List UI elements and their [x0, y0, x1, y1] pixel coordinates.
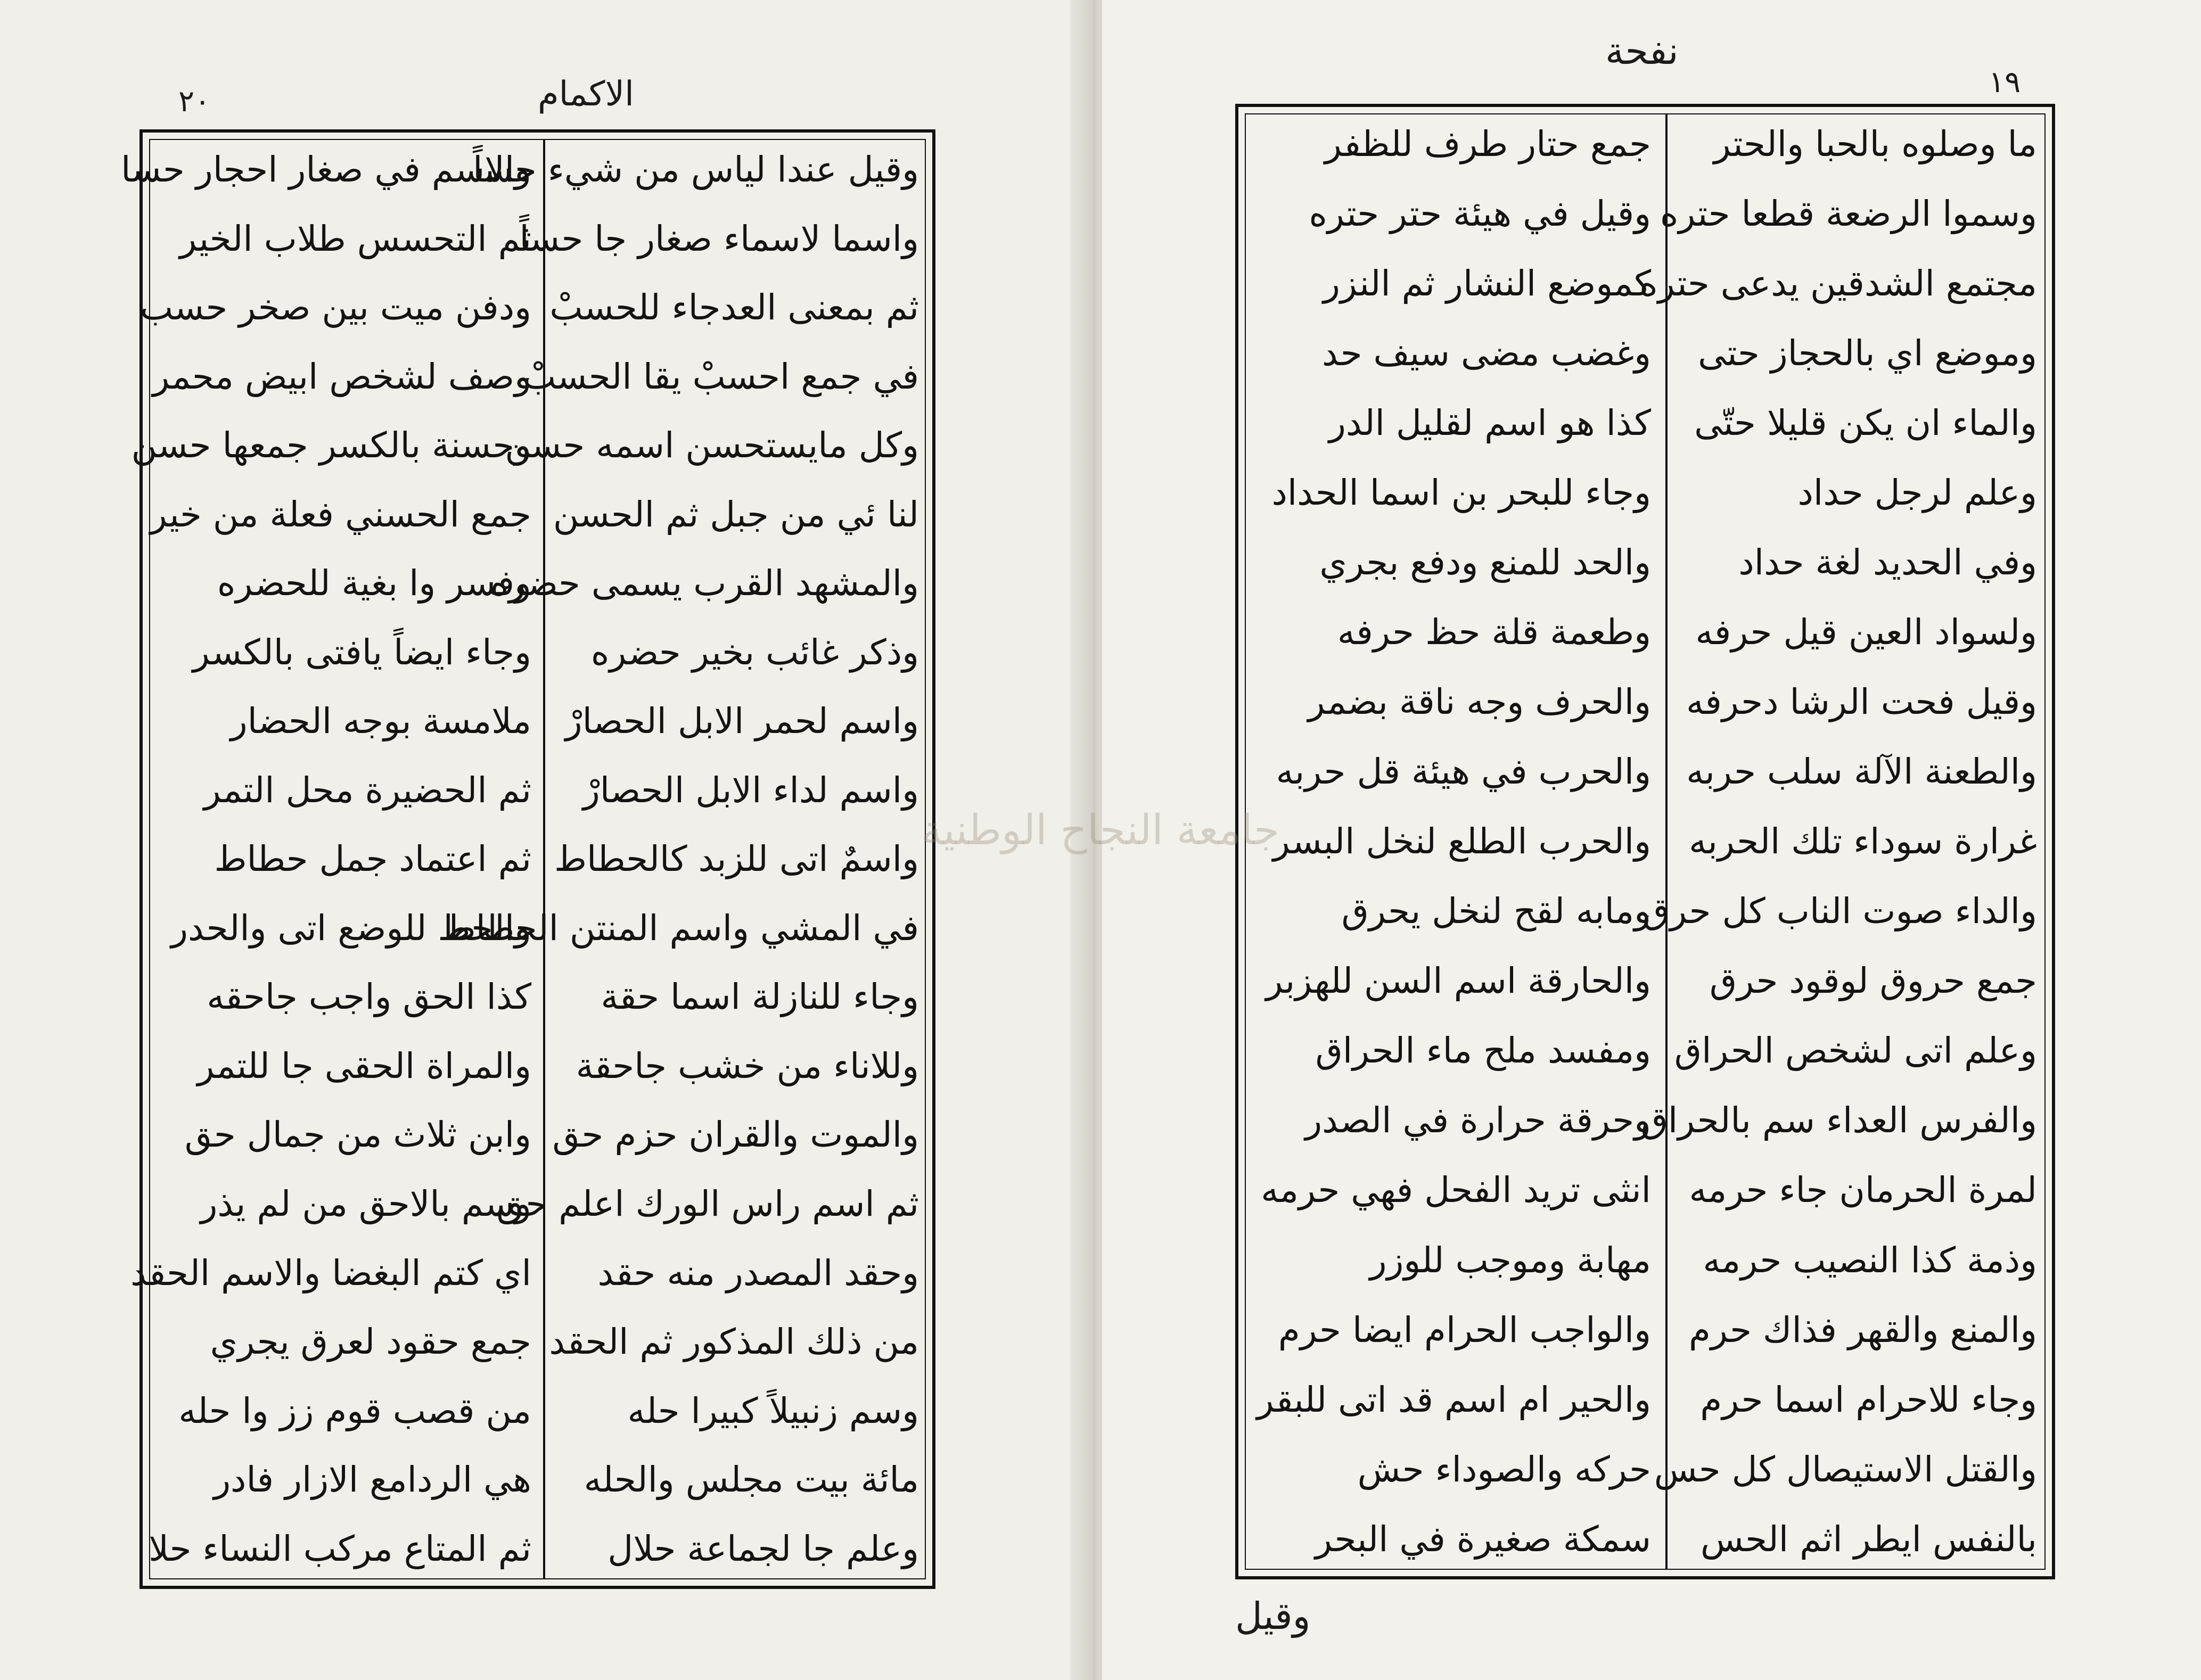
- verse-line: في جمع احسبْ يقا الحسبْ: [523, 356, 919, 397]
- verse-line: سمكة صغيرة في البحر: [1315, 1518, 1651, 1560]
- verse-line: وجاء للبحر بن اسما الحداد: [1271, 472, 1651, 514]
- verse-line: من ذلك المذكور ثم الحقد: [549, 1321, 919, 1363]
- verse-line: وذمة كذا النصيب حرمه: [1703, 1239, 2037, 1281]
- right-text-frame: [1235, 104, 2055, 1579]
- verse-line: هي الردامع الازار فادر: [213, 1459, 531, 1501]
- verse-line: وموضع اي بالحجاز حتى: [1698, 333, 2037, 374]
- verse-line: ثم اعتماد جمل حطاط: [214, 838, 531, 880]
- verse-line: واسم لحمر الابل الحصارْ: [565, 701, 919, 742]
- verse-line: ثم الحضيرة محل التمر: [203, 769, 531, 811]
- verse-line: ومابه لقح لنخل يحرق: [1341, 891, 1651, 932]
- verse-line: غرارة سوداء تلك الحربه: [1689, 821, 2037, 862]
- left-page-right-column: [443, 149, 919, 1570]
- verse-line: من قصب قوم زز وا حله: [178, 1390, 531, 1431]
- right-column-divider: [1665, 114, 1668, 1569]
- verse-line: وقيل في هيئة حتر حتره: [1309, 193, 1651, 235]
- verse-line: لنا ئي من جبل ثم الحسن: [553, 493, 919, 535]
- right-page-right-column: [1639, 123, 2037, 1560]
- verse-line: والموت والقران حزم حق: [552, 1114, 919, 1156]
- verse-line: لمرة الحرمان جاء حرمه: [1689, 1170, 2037, 1211]
- verse-line: وجاء ايضاً يافتى بالكسر: [192, 631, 531, 673]
- verse-line: والقتل الاستيصال كل حس: [1654, 1448, 2037, 1490]
- verse-line: والحط للوضع اتى والحدر: [171, 907, 531, 949]
- verse-line: وفي الحديد لغة حداد: [1738, 542, 2037, 583]
- verse-line: مهابة وموجب للوزر: [1369, 1239, 1651, 1281]
- library-watermark: جامعة النجاح الوطنية: [921, 806, 1279, 854]
- verse-line: مائة بيت مجلس والحله: [584, 1459, 919, 1501]
- verse-line: وابن ثلاث من جمال حق: [184, 1114, 531, 1156]
- verse-line: وللاناء من خشب جاحقة: [576, 1045, 919, 1086]
- verse-line: والواجب الحرام ايضا حرم: [1278, 1309, 1651, 1350]
- verse-line: ثم بمعنى العدجاء للحسبْ: [549, 287, 919, 328]
- verse-line: والفرس العداء سم بالحراق: [1640, 1100, 2037, 1141]
- left-page-number: ٢٠: [178, 84, 211, 119]
- verse-line: والمنع والقهر فذاك حرم: [1688, 1309, 2037, 1350]
- verse-line: واسم لداء الابل الحصارْ: [582, 769, 919, 811]
- verse-line: ملامسة بوجه الحضار: [230, 701, 531, 742]
- verse-line: انثى تريد الفحل فهي حرمه: [1261, 1170, 1651, 1211]
- verse-line: وكل مايستحسن اسمه حسن: [505, 425, 919, 466]
- verse-line: وفسر وا بغية للحضره: [217, 563, 531, 604]
- verse-line: ومفسد ملح ماء الحراق: [1315, 1030, 1651, 1072]
- verse-line: في المشي واسم المنتن الحطاط: [443, 907, 919, 949]
- verse-line: والماء ان يكن قليلا حتّى: [1694, 402, 2037, 444]
- verse-line: كموضع النشار ثم النزر: [1323, 263, 1651, 304]
- verse-line: ثم التحسس طلاب الخير: [179, 218, 531, 259]
- verse-line: وسم بالاحق من لم يذر: [200, 1183, 531, 1224]
- verse-line: وعلم جا لجماعة حلال: [607, 1528, 919, 1569]
- verse-line: حركه والصوداء حش: [1357, 1448, 1651, 1490]
- verse-line: والاسم في صغار احجار حسا: [121, 149, 531, 190]
- verse-line: والحرف وجه ناقة بضمر: [1308, 681, 1651, 723]
- verse-line: جمع حتار طرف للظفر: [1325, 123, 1651, 164]
- verse-line: وجاء للنازلة اسما حقة: [601, 976, 919, 1018]
- left-page-left-column: [121, 149, 531, 1570]
- verse-line: والحرب في هيئة قل حربه: [1276, 751, 1651, 793]
- verse-line: وعلم لرجل حداد: [1797, 472, 2037, 514]
- verse-line: ثم المتاع مركب النساء حلا: [149, 1528, 531, 1569]
- verse-line: جمع حقود لعرق يجري: [210, 1321, 531, 1363]
- verse-line: كذا الحق واجب جاحقه: [207, 976, 531, 1018]
- verse-line: ما وصلوه بالحبا والحتر: [1713, 123, 2037, 164]
- verse-line: والمشهد القرب يسمى حضره: [490, 563, 919, 604]
- verse-line: والطعنة الآلة سلب حربه: [1686, 751, 2037, 793]
- verse-line: والمراة الحقى جا للتمر: [197, 1045, 531, 1086]
- verse-line: والحير ام اسم قد اتى للبقر: [1256, 1379, 1651, 1420]
- right-page-left-column: [1256, 123, 1651, 1560]
- verse-line: وحقد المصدر منه حقد: [597, 1252, 919, 1294]
- verse-line: مجتمع الشدقين يدعى حتره: [1639, 263, 2037, 304]
- verse-line: جمع حروق لوقود حرق: [1710, 960, 2037, 1002]
- verse-line: وحرقة حرارة في الصدر: [1305, 1100, 1651, 1141]
- right-page-number: ١٩: [1989, 65, 2021, 100]
- left-running-head: الاكمام: [538, 75, 634, 114]
- verse-line: وسموا الرضعة قطعا حتره: [1660, 193, 2037, 235]
- verse-line: وعلم اتى لشخص الحراق: [1674, 1030, 2037, 1072]
- verse-line: وذكر غائب بخير حضره: [590, 631, 919, 673]
- verse-line: ودفن ميت بين صخر حسب: [139, 287, 531, 328]
- right-running-head: نفحة: [1605, 29, 1679, 73]
- verse-line: وقيل فحت الرشا دحرفه: [1686, 681, 2037, 723]
- verse-line: اي كتم البغضا والاسم الحقد: [130, 1252, 531, 1294]
- verse-line: ثم اسم راس الورك اعلم حق: [496, 1183, 919, 1224]
- left-text-frame: [121, 129, 935, 1589]
- verse-line: بالنفس ايطر اثم الحس: [1700, 1518, 2037, 1560]
- catchword: وقيل: [1235, 1594, 1311, 1638]
- verse-line: والداء صوت الناب كل حرق: [1642, 891, 2037, 932]
- verse-line: وغضب مضى سيف حد: [1322, 333, 1651, 374]
- verse-line: كذا هو اسم لقليل الدر: [1329, 402, 1651, 444]
- verse-line: ولسواد العين قيل حرفه: [1695, 612, 2037, 653]
- verse-line: والحارقة اسم السن للهزبر: [1266, 960, 1651, 1002]
- verse-line: وصف لشخص ابيض محمر: [152, 356, 531, 397]
- verse-line: والحرب الطلع لنخل البسر: [1272, 821, 1651, 862]
- verse-line: وطعمة قلة حظ حرفه: [1337, 612, 1651, 653]
- verse-line: وجاء للاحرام اسما حرم: [1700, 1379, 2037, 1420]
- verse-line: واسمٌ اتى للزبد كالحطاط: [554, 838, 919, 880]
- verse-line: واسما لاسماء صغار جا حساً: [519, 218, 919, 259]
- verse-line: وقيل عندا لياس من شيء حساً: [473, 149, 919, 190]
- verse-line: جمع الحسني فعلة من خير: [150, 493, 531, 535]
- verse-line: وحسنة بالكسر جمعها حسن: [131, 425, 531, 466]
- verse-line: والحد للمنع ودفع بجري: [1319, 542, 1651, 583]
- verse-line: وسم زنبيلاً كبيرا حله: [627, 1390, 919, 1431]
